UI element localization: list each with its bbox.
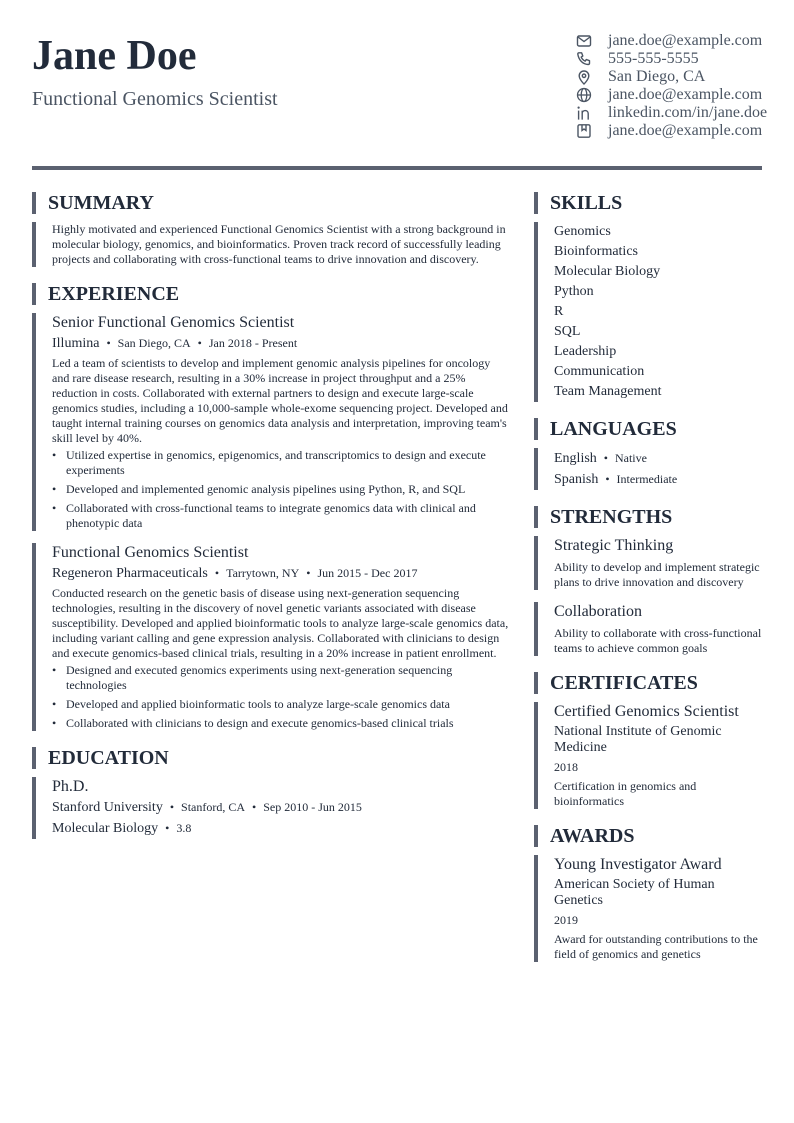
job-bullets xyxy=(52,663,510,731)
skill-item: Team Management xyxy=(554,384,662,399)
education-field: Molecular Biology xyxy=(52,821,159,836)
resume-page xyxy=(32,0,768,961)
skills-heading: SKILLS xyxy=(534,192,762,214)
skill-item: SQL xyxy=(554,324,581,339)
contact-email-text: jane.doe@example.com xyxy=(608,32,763,49)
language-item xyxy=(554,469,762,490)
experience-heading: EXPERIENCE xyxy=(32,283,510,305)
location-icon xyxy=(576,69,592,85)
strength-description: Ability to collaborate with cross-functional teams to achieve common goals xyxy=(554,626,762,655)
certificate-name: Certified Genomics Scientist xyxy=(554,703,739,720)
language-level: Intermediate xyxy=(616,472,678,486)
resume-header xyxy=(32,0,768,170)
award-issuer: American Society of Human Genetics xyxy=(554,877,715,908)
award-item xyxy=(534,855,762,962)
job-company: Illumina xyxy=(52,336,100,351)
certificates-heading: CERTIFICATES xyxy=(534,672,762,694)
awards-heading: AWARDS xyxy=(534,825,762,847)
contact-email[interactable] xyxy=(570,32,762,50)
separator-dot: • xyxy=(306,566,311,580)
candidate-name: Jane Doe xyxy=(32,33,197,79)
certificate-description: Certification in genomics and bioinformatics xyxy=(554,779,697,808)
strength-name: Strategic Thinking xyxy=(554,537,674,554)
contact-location xyxy=(570,68,762,86)
contact-linkedin[interactable] xyxy=(570,104,768,122)
education-dates: Sep 2010 - Jun 2015 xyxy=(263,800,362,814)
contact-website[interactable] xyxy=(570,86,762,104)
job-title: Senior Functional Genomics Scientist xyxy=(52,314,295,331)
summary-text: Highly motivated and experienced Functional Genomics Scientist with a strong background in molecular biology, genomics, and bioinformatics. Proven track record of successfully leading projects and collaborating with cross-functional teams to drive innovation and discovery. xyxy=(52,222,506,266)
job-bullets xyxy=(52,448,510,531)
contact-portfolio-text: jane.doe@example.com xyxy=(608,122,763,139)
job-dates: Jun 2015 - Dec 2017 xyxy=(317,566,418,580)
language-name: English xyxy=(554,451,597,466)
skill-item: Bioinformatics xyxy=(554,244,638,259)
certificate-issuer: National Institute of Genomic Medicine xyxy=(554,724,722,755)
mail-icon xyxy=(576,33,592,49)
contact-portfolio[interactable] xyxy=(570,122,762,140)
contact-website-text: jane.doe@example.com xyxy=(608,86,763,103)
skill-item: Molecular Biology xyxy=(554,264,661,279)
job-dates: Jan 2018 - Present xyxy=(208,336,298,350)
skill-item: Python xyxy=(554,284,594,299)
award-name: Young Investigator Award xyxy=(554,856,722,873)
phone-icon xyxy=(576,51,592,67)
job-bullet: • Collaborated with cross-functional teams to integrate genomics data with clinical and phenotypic data xyxy=(52,501,510,531)
job-company: Regeneron Pharmaceuticals xyxy=(52,566,208,581)
job-bullet: • Designed and executed genomics experiments using next-generation sequencing technologies xyxy=(52,663,510,693)
education-gpa: 3.8 xyxy=(176,821,192,835)
separator-dot: • xyxy=(197,336,202,350)
certificate-item xyxy=(534,702,762,809)
summary-heading: SUMMARY xyxy=(32,192,510,214)
skills-section xyxy=(534,192,762,402)
separator-dot: • xyxy=(106,336,111,350)
job-bullet: • Developed and applied bioinformatic tools to analyze large-scale genomics data xyxy=(52,697,510,712)
education-heading: EDUCATION xyxy=(32,747,510,769)
strength-name: Collaboration xyxy=(554,603,642,620)
job-bullet: • Collaborated with clinicians to design and execute genomics-based clinical trials xyxy=(52,716,510,731)
strengths-section xyxy=(534,506,762,656)
languages-list xyxy=(534,448,762,490)
linkedin-icon xyxy=(576,105,592,121)
job-bullet: • Utilized expertise in genomics, epigenomics, and transcriptomics to design and execute experiments xyxy=(52,448,510,478)
separator-dot: • xyxy=(165,821,170,835)
job-location: Tarrytown, NY xyxy=(226,566,300,580)
job-description: Led a team of scientists to develop and implement genomic analysis pipelines for oncology and rare disease research, resulting in a 30% increase in project throughput and a 25% reduction in costs. Collaborated with external partners to design and execute large-scale genomics studies, including a 10,000-sample whole-exome sequencing project. Developed and taught internal training courses on genomics data analysis and interpretation, improving team's skill level by 40%. xyxy=(52,356,508,445)
skills-list xyxy=(534,222,762,402)
strength-description: Ability to develop and implement strategic plans to drive innovation and discovery xyxy=(554,560,760,589)
experience-section xyxy=(32,283,510,731)
job-title: Functional Genomics Scientist xyxy=(52,544,249,561)
job-meta xyxy=(52,563,510,584)
certificates-section xyxy=(534,672,762,809)
candidate-headline: Functional Genomics Scientist xyxy=(32,88,278,110)
contact-location-text: San Diego, CA xyxy=(608,68,706,85)
education-body xyxy=(32,777,510,839)
separator-dot: • xyxy=(252,800,257,814)
summary-body xyxy=(32,222,510,267)
award-year: 2019 xyxy=(554,913,578,927)
separator-dot: • xyxy=(214,566,220,580)
contact-phone[interactable] xyxy=(570,50,762,68)
contact-phone-text: 555-555-5555 xyxy=(608,50,699,67)
right-column xyxy=(534,192,762,978)
skill-item: Leadership xyxy=(554,344,617,359)
language-name: Spanish xyxy=(554,472,599,487)
strength-item xyxy=(534,536,762,590)
skill-item: R xyxy=(554,304,564,319)
languages-heading: LANGUAGES xyxy=(534,418,762,440)
awards-section xyxy=(534,825,762,962)
strength-item xyxy=(534,602,762,656)
job-bullet: • Developed and implemented genomic analysis pipelines using Python, R, and SQL xyxy=(52,482,510,497)
job-meta xyxy=(52,333,510,354)
separator-dot: • xyxy=(605,472,610,486)
skill-item: Genomics xyxy=(554,224,611,239)
education-degree: Ph.D. xyxy=(52,778,89,795)
languages-section xyxy=(534,418,762,490)
skill-item: Communication xyxy=(554,364,645,379)
language-level: Native xyxy=(614,451,647,465)
education-location: Stanford, CA xyxy=(181,800,246,814)
education-field-row xyxy=(52,818,510,839)
education-school: Stanford University xyxy=(52,800,163,815)
separator-dot: • xyxy=(603,451,608,465)
strengths-heading: STRENGTHS xyxy=(534,506,762,528)
separator-dot: • xyxy=(169,800,175,814)
job-entry xyxy=(32,313,510,531)
education-section xyxy=(32,747,510,839)
language-item xyxy=(554,448,762,469)
bookmark-icon xyxy=(576,123,592,139)
job-description: Conducted research on the genetic basis of disease using next-generation sequencing technologies, resulting in the discovery of novel genetic variants associated with disease susceptibility. Developed and applied bioinformatic tools to analyze large-scale genomics data, including variant calling and gene expression analysis. Collaborated with clinicians to design and execute genomics-based clinical trials, resulting in a 20% increase in patient enrollment. xyxy=(52,586,509,660)
education-meta xyxy=(52,797,510,818)
job-entry xyxy=(32,543,510,731)
summary-section xyxy=(32,192,510,267)
certificate-year: 2018 xyxy=(554,760,578,774)
left-column xyxy=(32,192,510,855)
award-description: Award for outstanding contributions to the field of genomics and genetics xyxy=(554,932,758,961)
job-location: San Diego, CA xyxy=(117,336,191,350)
contact-linkedin-text: linkedin.com/in/jane.doe xyxy=(608,104,768,121)
globe-icon xyxy=(576,87,592,103)
contact-list xyxy=(570,32,768,140)
